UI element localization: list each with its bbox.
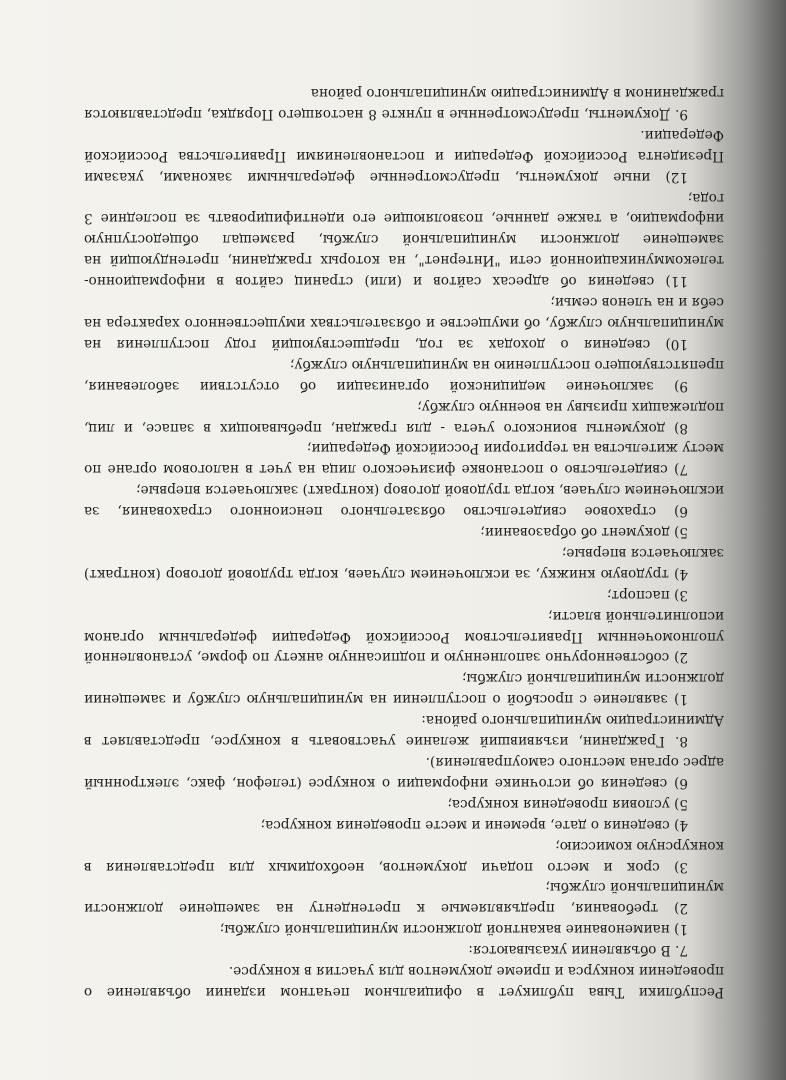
list-item: 9) заключение медицинской организации об отсутствии заболевания, препятствующего поступлению на муниципальную службу; [84, 356, 724, 394]
list-item: 1) заявление с просьбой о поступлении на муниципальную службу и замещении должности муниципальной службы; [84, 670, 724, 708]
paragraph-7-heading: 7. В объявлении указываются: [468, 942, 688, 959]
paragraph-9: 9. Документы, предусмотренные в пункте 8 настоящего Порядка, представляются гражданином в Администрацию муниципального района [84, 85, 724, 122]
list-item: 11) сведения об адресах сайтов и (или) страниц сайтов в информационно-телекоммуникационной сети "Интернет", на которых гражданин, претендующий на замещение должности муниципальной службы, размещал общедоступную информацию, а также данные, позволяющие его идентифицировать за последние 3 года; [84, 189, 724, 290]
list-item: 4) трудовую книжку, за исключением случаев, когда трудовой договор (контракт) заключается впервые; [84, 544, 724, 582]
list-item: 6) страховое свидетельство обязательного пенсионного страхования, за исключением случаев, когда трудовой договор (контракт) заключается впервые; [84, 482, 724, 520]
paragraph-intro: Республики Тыва публикует в официальном печатном издании объявление о проведении конкурса и приеме документов для участия в конкурсе. [84, 963, 724, 1000]
list-item: 5) условия проведения конкурса; [447, 795, 688, 812]
list-item: 6) сведения об источнике информации о конкурсе (телефон, факс, электронный адрес органа местного самоуправления). [84, 754, 724, 791]
list-item: 3) паспорт; [606, 586, 688, 603]
list-item: 7) свидетельство о постановке физического лица на учет в налоговом органе по месту жительства на территории Российской Федерации; [84, 440, 724, 478]
list-item: 10) сведения о доходах за год, предшествующий году поступления на муниципальную службу, об имуществе и обязательствах имущественного характера на себя и на членов семьи; [84, 294, 724, 352]
list-item: 8) документы воинского учета - для граждан, пребывающих в запасе, и лиц, подлежащих призыву на военную службу; [84, 398, 724, 436]
document-body [84, 42, 724, 1002]
list-item: 2) требования, предъявляемые к претенденту на замещение должности муниципальной службы; [84, 879, 724, 917]
list-item: 12) иные документы, предусмотренные федеральными законами, указами Президента Российской Федерации и постановлениями Правительства Российской Федерации. [84, 126, 724, 185]
paragraph-8-heading: 8. Гражданин, изъявивший желание участвовать в конкурсе, представляет в Администрацию муниципального района: [84, 712, 724, 750]
list-item: 5) документ об образовании; [480, 524, 688, 541]
list-item: 3) срок и место подачи документов, необходимых для представления в конкурсную комиссию; [84, 837, 724, 875]
list-item: 1) наименование вакантной должности муниципальной службы; [219, 921, 688, 938]
list-item: 2) собственноручно заполненную и подписанную анкету по форме, установленной уполномоченным Правительством Российской Федерации федеральным органом исполнительной власти; [84, 607, 724, 666]
list-item: 4) сведения о дате, времени и месте проведения конкурса; [260, 816, 688, 833]
